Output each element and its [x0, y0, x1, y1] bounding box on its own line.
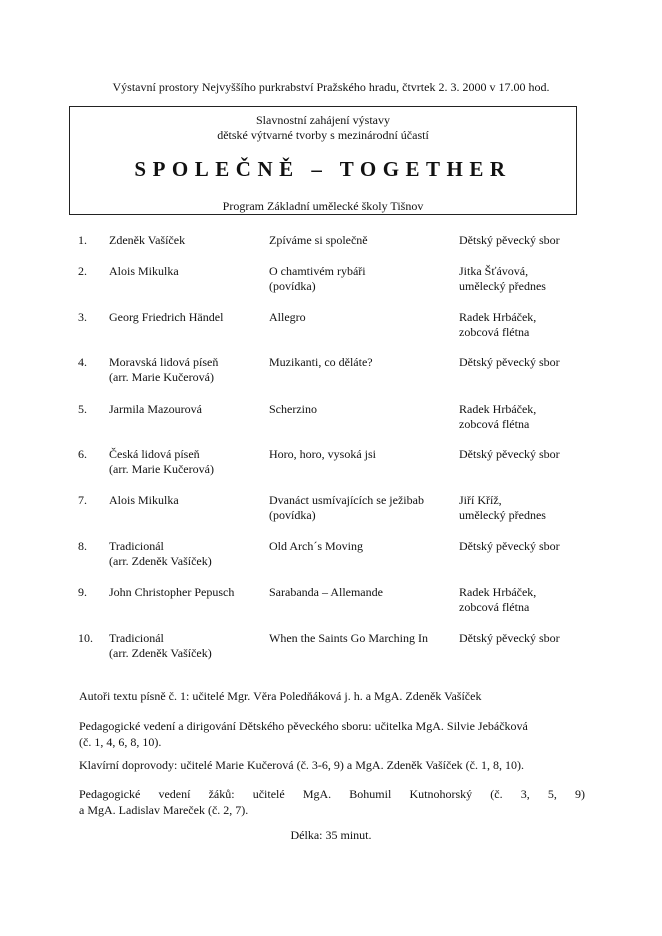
note-students-line2: a MgA. Ladislav Mareček (č. 2, 7). [79, 803, 249, 817]
program-item-performer-line: zobcová flétna [459, 325, 530, 339]
program-item-performer [459, 310, 589, 340]
program-item-composer [109, 233, 264, 248]
program-item-composer [109, 539, 264, 569]
program-item-performer-line: Dětský pěvecký sbor [459, 539, 560, 553]
program-item-composer [109, 447, 264, 477]
program-item-number: 1. [78, 233, 87, 247]
program-item-composer-line: Česká lidová píseň [109, 447, 200, 461]
program-item-number: 6. [78, 447, 87, 461]
program-item-piece [269, 539, 454, 554]
program-item-piece-line: (povídka) [269, 508, 316, 522]
program-item-performer [459, 631, 589, 646]
program-item-number: 8. [78, 539, 87, 553]
program-item-composer-line: (arr. Marie Kučerová) [109, 462, 214, 476]
program-item-piece [269, 631, 454, 646]
program-item-composer [109, 493, 264, 508]
program-item-number: 7. [78, 493, 87, 507]
program-item-piece [269, 264, 454, 294]
program-item-piece [269, 585, 454, 600]
program-item-composer-line: Moravská lidová píseň [109, 355, 219, 369]
program-item-composer-line: (arr. Marie Kučerová) [109, 370, 214, 384]
program-subtitle: Program Základní umělecké školy Tišnov [222, 199, 424, 213]
program-item-number: 10. [78, 631, 93, 645]
program-item-composer [109, 631, 264, 661]
program-item-performer-line: Radek Hrbáček, [459, 585, 537, 599]
program-item-piece-line: Sarabanda – Allemande [269, 585, 383, 599]
program-item-piece [269, 233, 454, 248]
program-item-piece [269, 493, 454, 523]
program-item-composer-line: Alois Mikulka [109, 264, 179, 278]
program-item-performer [459, 539, 589, 554]
program-item-piece [269, 402, 454, 417]
venue-line: Výstavní prostory Nejvyššího purkrabství Pražského hradu, čtvrtek 2. 3. 2000 v 17.00 hod. [112, 80, 550, 94]
program-item-composer-line: Tradicionál [109, 539, 164, 553]
program-item-performer-line: Dětský pěvecký sbor [459, 447, 560, 461]
program-item-performer [459, 447, 589, 462]
program-item-composer [109, 355, 264, 385]
program-item-performer-line: Jitka Šťávová, [459, 264, 529, 278]
program-item-piece [269, 447, 454, 462]
program-title: SPOLEČNĚ – TOGETHER [134, 157, 512, 181]
program-item-number: 5. [78, 402, 87, 416]
program-item-performer [459, 355, 589, 370]
program-item-performer-line: Dětský pěvecký sbor [459, 355, 560, 369]
program-item-composer-line: (arr. Zdeněk Vašíček) [109, 646, 212, 660]
note-authors: Autoři textu písně č. 1: učitelé Mgr. Věra Poledňáková j. h. a MgA. Zdeněk Vašíček [79, 689, 482, 703]
program-item-performer [459, 585, 589, 615]
program-item-composer [109, 585, 264, 600]
program-item-composer-line: Tradicionál [109, 631, 164, 645]
program-item-performer-line: Dětský pěvecký sbor [459, 233, 560, 247]
opening-line: Slavnostní zahájení výstavy [256, 113, 390, 127]
program-item-number: 3. [78, 310, 87, 324]
program-item-composer [109, 402, 264, 417]
program-item-composer-line: (arr. Zdeněk Vašíček) [109, 554, 212, 568]
program-item-composer-line: John Christopher Pepusch [109, 585, 235, 599]
note-students-line1: Pedagogické vedení žáků: učitelé MgA. Bohumil Kutnohorský (č. 3, 5, 9) [79, 787, 585, 801]
exhibition-line: dětské výtvarné tvorby s mezinárodní účastí [217, 128, 429, 142]
note-choir [79, 718, 585, 750]
program-item-performer [459, 233, 589, 248]
program-item-performer-line: zobcová flétna [459, 417, 530, 431]
program-item-piece [269, 355, 454, 370]
program-item-performer-line: Radek Hrbáček, [459, 402, 537, 416]
program-item-performer [459, 493, 589, 523]
note-piano: Klavírní doprovody: učitelé Marie Kučerová (č. 3-6, 9) a MgA. Zdeněk Vašíček (č. 1, 8, 10). [79, 758, 524, 772]
program-item-number: 2. [78, 264, 87, 278]
program-item-piece-line: Horo, horo, vysoká jsi [269, 447, 376, 461]
program-item-composer-line: Alois Mikulka [109, 493, 179, 507]
program-item-piece-line: Old Arch´s Moving [269, 539, 363, 553]
program-item-performer-line: umělecký přednes [459, 508, 546, 522]
note-choir-line1: Pedagogické vedení a dirigování Dětského pěveckého sboru: učitelka MgA. Silvie Jebáčková [79, 719, 528, 733]
program-item-piece-line: Muzikanti, co děláte? [269, 355, 373, 369]
program-item-performer-line: zobcová flétna [459, 600, 530, 614]
title-box [69, 106, 577, 215]
program-item-piece-line: Zpíváme si společně [269, 233, 368, 247]
program-item-piece-line: Scherzino [269, 402, 317, 416]
program-item-piece-line: When the Saints Go Marching In [269, 631, 428, 645]
program-item-performer [459, 264, 589, 294]
note-students [79, 786, 585, 818]
program-item-number: 9. [78, 585, 87, 599]
note-choir-line2: (č. 1, 4, 6, 8, 10). [79, 735, 162, 749]
program-item-number: 4. [78, 355, 87, 369]
program-item-composer-line: Georg Friedrich Händel [109, 310, 224, 324]
program-item-performer [459, 402, 589, 432]
program-item-piece-line: Dvanáct usmívajících se ježibab [269, 493, 424, 507]
program-item-performer-line: Dětský pěvecký sbor [459, 631, 560, 645]
program-item-composer-line: Jarmila Mazourová [109, 402, 202, 416]
program-item-composer [109, 264, 264, 279]
duration: Délka: 35 minut. [290, 828, 372, 842]
program-item-piece [269, 310, 454, 325]
program-item-performer-line: Radek Hrbáček, [459, 310, 537, 324]
program-item-performer-line: umělecký přednes [459, 279, 546, 293]
program-item-performer-line: Jiří Kříž, [459, 493, 502, 507]
program-item-piece-line: (povídka) [269, 279, 316, 293]
program-item-composer-line: Zdeněk Vašíček [109, 233, 186, 247]
program-item-composer [109, 310, 264, 325]
program-item-piece-line: O chamtivém rybáři [269, 264, 366, 278]
program-item-piece-line: Allegro [269, 310, 306, 324]
